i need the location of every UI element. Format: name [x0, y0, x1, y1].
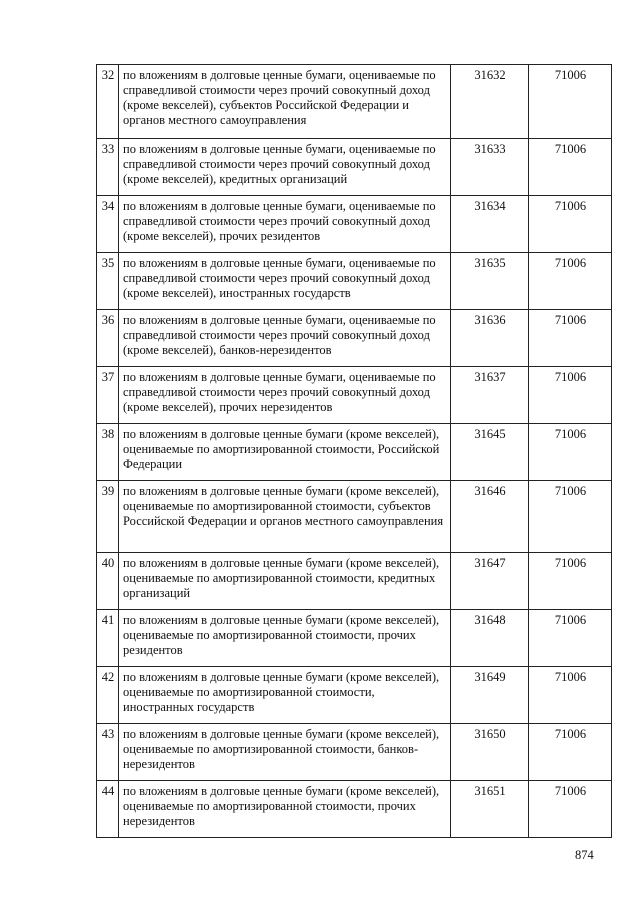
row-number: 40 [97, 553, 119, 610]
row-description: по вложениям в долговые ценные бумаги, оцениваемые по справедливой стоимости через прочий совокупный доход (кроме векселей), иностранных государств [119, 253, 451, 310]
row-number: 41 [97, 610, 119, 667]
table-row [97, 667, 612, 724]
row-description: по вложениям в долговые ценные бумаги (кроме векселей), оцениваемые по амортизированной стоимости, прочих резидентов [119, 610, 451, 667]
table-row [97, 424, 612, 481]
row-account: 71006 [529, 367, 612, 424]
row-code: 31648 [451, 610, 529, 667]
row-number: 32 [97, 65, 119, 139]
row-number: 36 [97, 310, 119, 367]
table-row [97, 367, 612, 424]
row-account: 71006 [529, 139, 612, 196]
row-account: 71006 [529, 610, 612, 667]
row-code: 31634 [451, 196, 529, 253]
row-number: 33 [97, 139, 119, 196]
row-description: по вложениям в долговые ценные бумаги, оцениваемые по справедливой стоимости через прочий совокупный доход (кроме векселей), прочих нерезидентов [119, 367, 451, 424]
row-description: по вложениям в долговые ценные бумаги, оцениваемые по справедливой стоимости через прочий совокупный доход (кроме векселей), банков-нерезидентов [119, 310, 451, 367]
row-code: 31650 [451, 724, 529, 781]
row-number: 38 [97, 424, 119, 481]
table-row [97, 65, 612, 139]
row-description: по вложениям в долговые ценные бумаги (кроме векселей), оцениваемые по амортизированной стоимости, иностранных государств [119, 667, 451, 724]
row-account: 71006 [529, 65, 612, 139]
row-account: 71006 [529, 310, 612, 367]
row-description: по вложениям в долговые ценные бумаги, оцениваемые по справедливой стоимости через прочий совокупный доход (кроме векселей), субъектов Российской Федерации и органов местного самоуправления [119, 65, 451, 139]
row-code: 31635 [451, 253, 529, 310]
row-number: 34 [97, 196, 119, 253]
row-code: 31646 [451, 481, 529, 553]
table-row [97, 553, 612, 610]
row-number: 44 [97, 781, 119, 838]
row-account: 71006 [529, 724, 612, 781]
row-code: 31633 [451, 139, 529, 196]
table-row [97, 724, 612, 781]
row-account: 71006 [529, 253, 612, 310]
row-code: 31636 [451, 310, 529, 367]
row-description: по вложениям в долговые ценные бумаги (кроме векселей), оцениваемые по амортизированной стоимости, банков-нерезидентов [119, 724, 451, 781]
accounts-table-body [97, 65, 612, 838]
row-account: 71006 [529, 781, 612, 838]
row-account: 71006 [529, 481, 612, 553]
row-code: 31649 [451, 667, 529, 724]
row-description: по вложениям в долговые ценные бумаги, оцениваемые по справедливой стоимости через прочий совокупный доход (кроме векселей), кредитных организаций [119, 139, 451, 196]
table-row [97, 610, 612, 667]
row-account: 71006 [529, 667, 612, 724]
row-code: 31647 [451, 553, 529, 610]
row-account: 71006 [529, 196, 612, 253]
row-code: 31651 [451, 781, 529, 838]
row-code: 31637 [451, 367, 529, 424]
row-number: 37 [97, 367, 119, 424]
page-number: 874 [575, 848, 594, 862]
row-number: 43 [97, 724, 119, 781]
row-description: по вложениям в долговые ценные бумаги (кроме векселей), оцениваемые по амортизированной стоимости, Российской Федерации [119, 424, 451, 481]
row-number: 35 [97, 253, 119, 310]
accounts-table [96, 64, 612, 838]
table-row [97, 196, 612, 253]
table-row [97, 481, 612, 553]
table-row [97, 781, 612, 838]
row-description: по вложениям в долговые ценные бумаги (кроме векселей), оцениваемые по амортизированной стоимости, кредитных организаций [119, 553, 451, 610]
table-row [97, 310, 612, 367]
table-row [97, 253, 612, 310]
row-account: 71006 [529, 424, 612, 481]
row-number: 39 [97, 481, 119, 553]
row-code: 31632 [451, 65, 529, 139]
row-description: по вложениям в долговые ценные бумаги (кроме векселей), оцениваемые по амортизированной стоимости, субъектов Российской Федерации и органов местного самоуправления [119, 481, 451, 553]
row-description: по вложениям в долговые ценные бумаги, оцениваемые по справедливой стоимости через прочий совокупный доход (кроме векселей), прочих резидентов [119, 196, 451, 253]
table-row [97, 139, 612, 196]
row-account: 71006 [529, 553, 612, 610]
row-description: по вложениям в долговые ценные бумаги (кроме векселей), оцениваемые по амортизированной стоимости, прочих нерезидентов [119, 781, 451, 838]
row-code: 31645 [451, 424, 529, 481]
row-number: 42 [97, 667, 119, 724]
